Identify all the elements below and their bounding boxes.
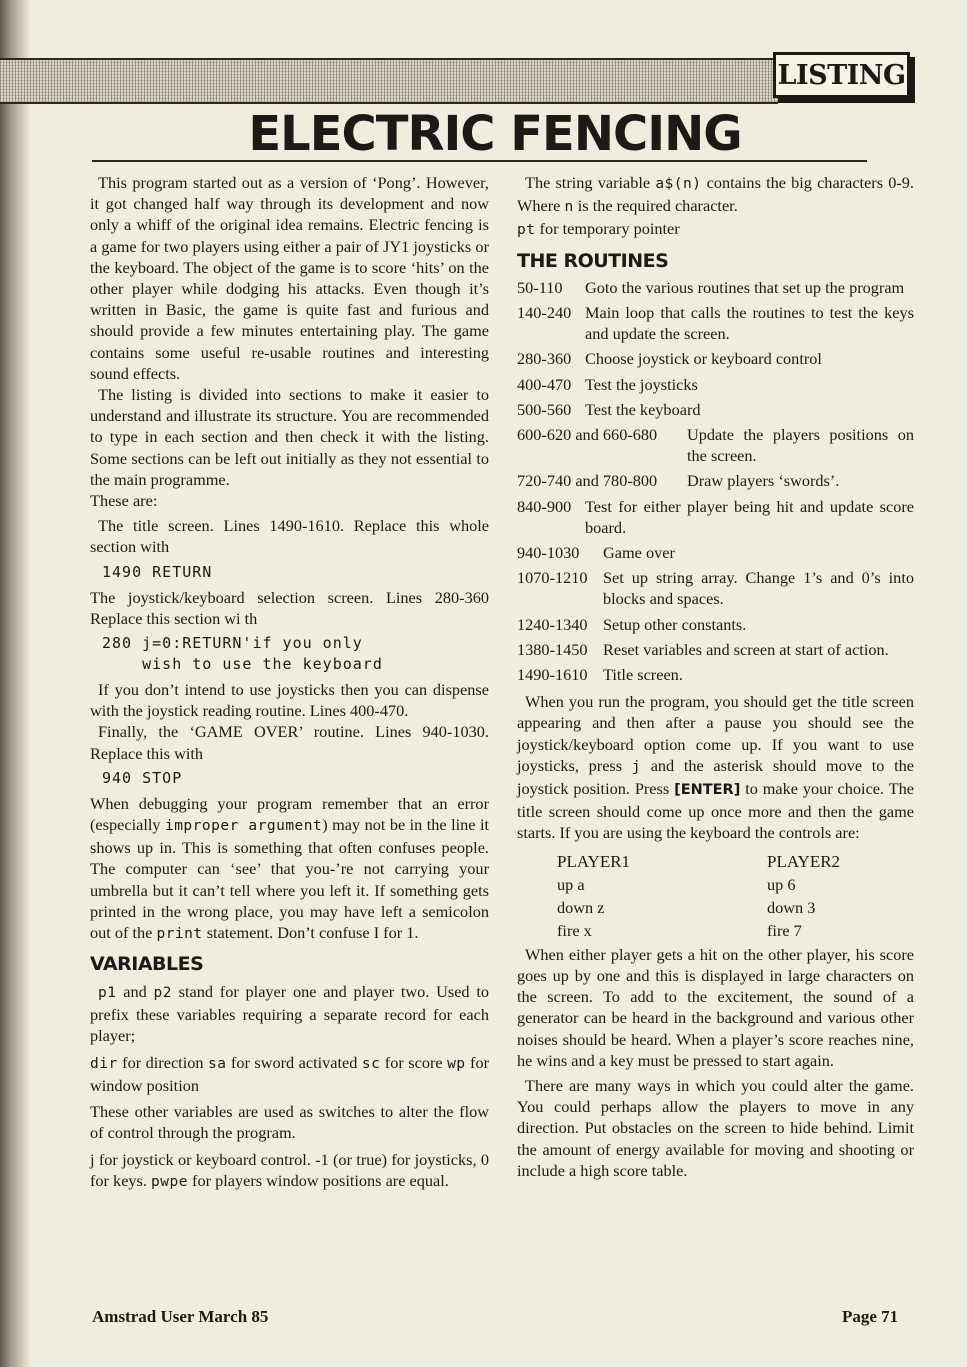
section-label: LISTING (777, 59, 906, 91)
controls-table (557, 850, 914, 942)
player2-heading: PLAYER2 (767, 851, 841, 871)
left-column (90, 172, 489, 1193)
routine-item: 1380-1450 Reset variables and screen at start of action. (517, 639, 889, 659)
player2-up: up 6 (767, 874, 796, 894)
routine-item: 400-470 Test the joysticks (517, 374, 698, 394)
routine-item: 1070-1210 Set up string array. Change 1’s and 0’s into blocks and spaces. (517, 568, 914, 609)
right-column (517, 172, 914, 1181)
these-are-line: These are: (90, 491, 158, 511)
code-line-1490: 1490 RETURN (102, 562, 213, 581)
intro-paragraph: This program started out as a version of ‘Pong’. However, it got changed half way through its development and now only a whiff of the original idea remains. Electric fencing is a game for two players using either a pair of JY1 joysticks or the keyboard. The object of the game is to score ‘hits’ on the other player while dodging his attacks. Even though it’s written in Basic, the game is quite fast and furious and should provide a few minutes entertaining play. The game contains some useful re-usable routines and interesting sound effects. (90, 173, 489, 383)
joystick-screen-paragraph: The joystick/keyboard selection screen. Lines 280-360 Replace this section wi th (90, 587, 489, 628)
pt-variable-line: pt for temporary pointer (517, 219, 680, 239)
routine-item: 1490-1610 Title screen. (517, 665, 683, 685)
structure-paragraph: The listing is divided into sections to make it easier to understand and illustrate its structure. You are recommended to type in each section and then check it with the listing. Some sections can be left out initially as they not essential to the main programme. (90, 385, 489, 489)
routine-item: 140-240 Main loop that calls the routines to test the keys and update the screen. (517, 303, 914, 344)
joystick-routine-paragraph: If you don’t intend to use joysticks then you can dispense with the joystick reading routine. Lines 400-470. (90, 680, 489, 721)
code-line-940: 940 STOP (102, 768, 183, 787)
variables-switches: These other variables are used as switches to alter the flow of control through the program. (90, 1101, 489, 1142)
string-variable-paragraph: The string variable a$(n) contains the big characters 0-9. Where n is the required character. (517, 173, 914, 216)
player1-fire: fire x (557, 920, 592, 940)
code-print: print (156, 926, 203, 943)
page-spine-shadow (0, 0, 30, 1367)
footer-issue: Amstrad User March 85 (92, 1307, 269, 1326)
enter-key-label: [ENTER] (674, 782, 741, 799)
variables-dir-sa-sc-wp: dir for direction sa for sword activated sc for score wp for window position (90, 1053, 490, 1096)
routines-list (517, 277, 914, 685)
header-band (0, 58, 778, 104)
gameover-paragraph: Finally, the ‘GAME OVER’ routine. Lines 940-1030. Replace this with (90, 722, 489, 763)
player1-heading: PLAYER1 (557, 851, 631, 871)
player2-fire: fire 7 (767, 920, 802, 940)
routines-heading: THE ROUTINES (517, 249, 669, 272)
code-improper-argument: improper argument (164, 818, 323, 835)
routine-item: 280-360 Choose joystick or keyboard control (517, 349, 822, 369)
variables-p1-p2: p1 and p2 stand for player one and player two. Used to prefix these variables requiring a separate record for each player; (90, 981, 489, 1045)
routine-item: 840-900 Test for either player being hit and update score board. (517, 496, 914, 537)
routine-item: 1240-1340 Setup other constants. (517, 614, 747, 634)
article-title: ELECTRIC FENCING (248, 106, 742, 162)
hit-paragraph: When either player gets a hit on the other player, his score goes up by one and this is displayed in large characters on the screen. To add to the excitement, the sound of a generator can be heard in the background and various other noises should be heard. When a player’s score reaches nine, he wins and a key must be pressed to start again. (517, 944, 914, 1070)
routine-item: 50-110 Goto the various routines that set up the program (517, 277, 905, 297)
section-label-box (773, 52, 910, 98)
run-program-paragraph: When you run the program, you should get the title screen appearing and then after a pause you should see the joystick/keyboard option come up. If you want to use joysticks, press j and the asterisk should move to the joystick position. Press [ENTER] to make your choice. The title screen should come up once more and then the game starts. If you are using the keyboard the controls are: (517, 692, 915, 843)
routine-item: 600-620 and 660-680 Update the players positions on the screen. (517, 425, 914, 466)
footer-page-number: Page 71 (842, 1307, 899, 1326)
player1-up: up a (557, 874, 585, 894)
player1-down: down z (557, 897, 605, 917)
routine-item: 940-1030 Game over (517, 543, 675, 563)
routine-item: 720-740 and 780-800 Draw players ‘swords’. (517, 471, 840, 491)
variables-j-pwpe: j for joystick or keyboard control. -1 (or true) for joysticks, 0 for keys. pwpe for players window positions are equal. (90, 1149, 489, 1191)
alter-game-paragraph: There are many ways in which you could alter the game. You could perhaps allow the players to move in any direction. Put obstacles on the screen to hide behind. Limit the amount of energy available for moving and shooting or include a high score table. (517, 1075, 914, 1180)
title-screen-paragraph: The title screen. Lines 1490-1610. Replace this whole section with (90, 516, 489, 557)
player2-down: down 3 (767, 897, 816, 917)
code-line-280: 280 j=0:RETURN'if you only wish to use the keyboard (102, 634, 383, 674)
routine-item: 500-560 Test the keyboard (517, 399, 701, 419)
variables-heading: VARIABLES (90, 953, 204, 976)
title-rule (92, 160, 867, 162)
debugging-paragraph: When debugging your program remember that an error (especially improper argument) may not be in the line it shows up in. This is something that often confuses people. The computer can ‘see’ that you-’re not carrying your umbrella but it can’t tell where you left it. If something gets printed in the wrong place, you may have left a semicolon out of the print statement. Don’t confuse I for 1. (90, 793, 489, 943)
